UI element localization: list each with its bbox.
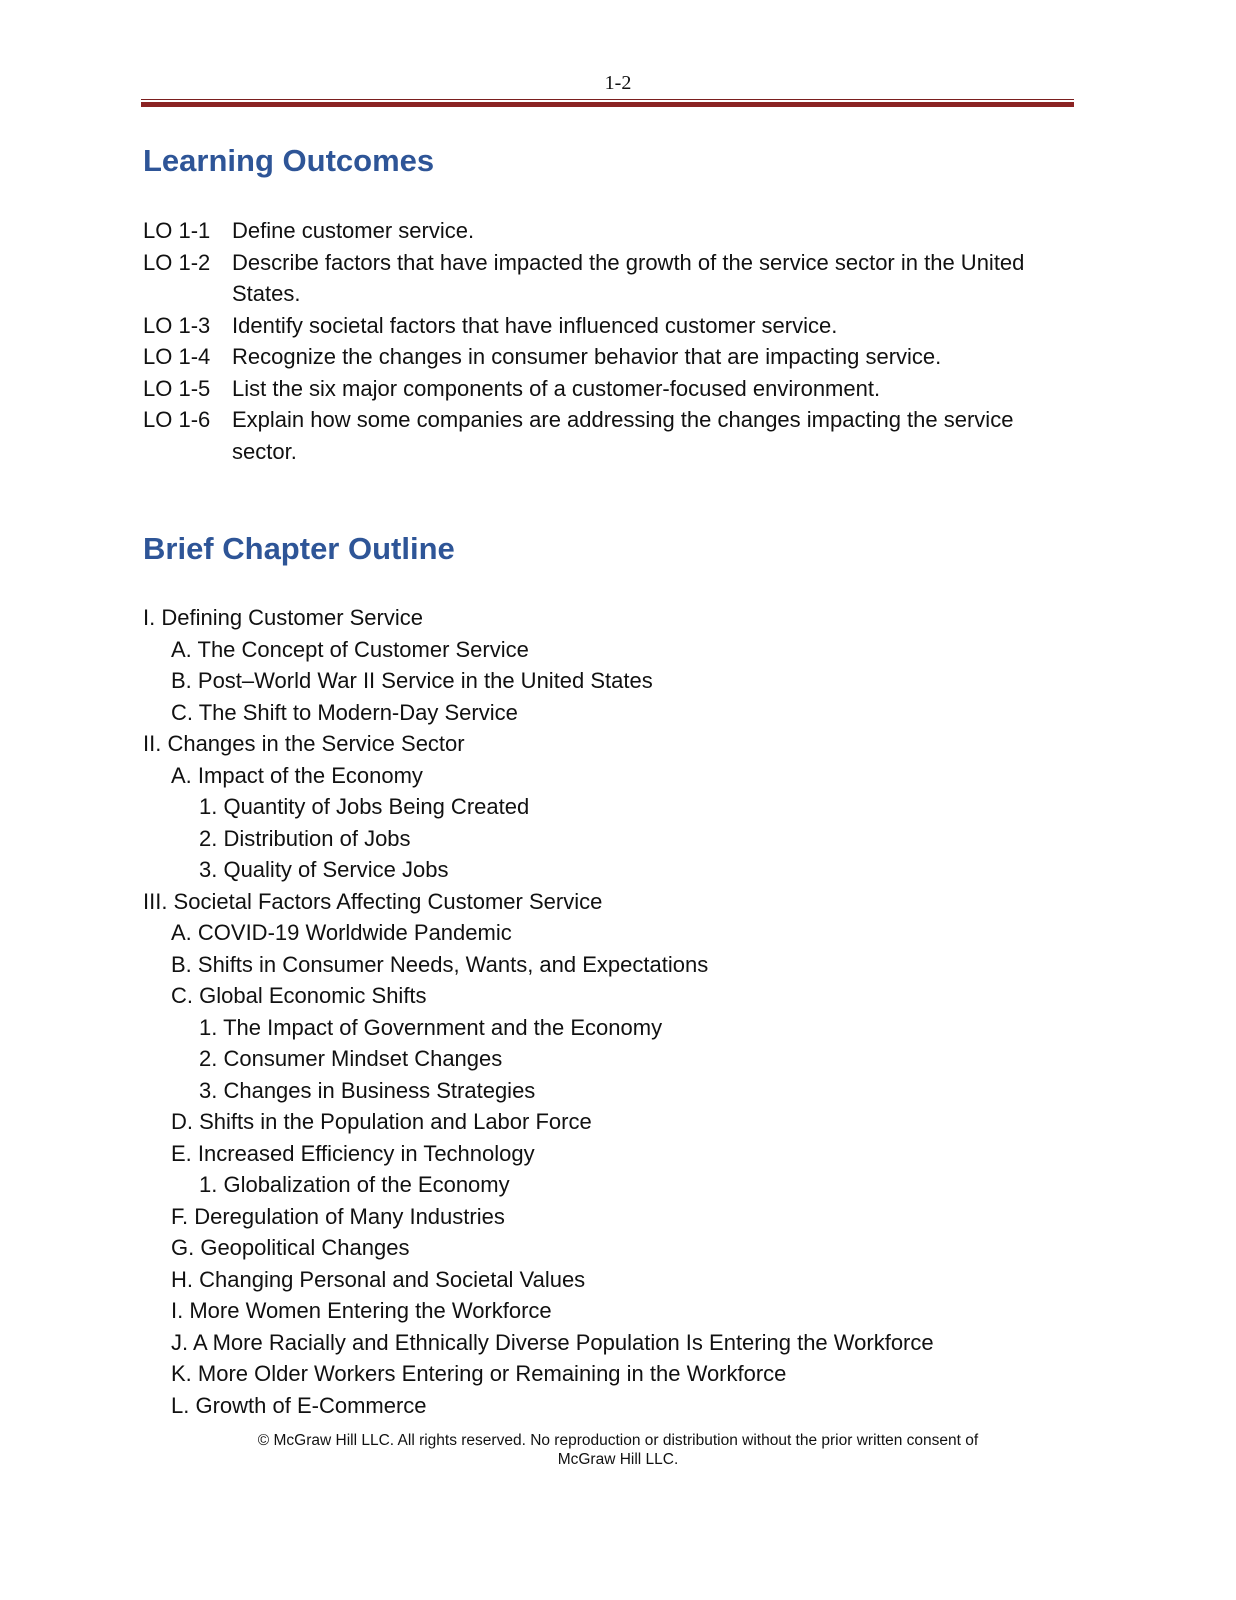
outline-item: B. Post–World War II Service in the United States — [171, 668, 653, 693]
outline-item: 1. Globalization of the Economy — [199, 1172, 510, 1197]
outline-item: III. Societal Factors Affecting Customer Service — [143, 888, 603, 914]
outline-item: 1. The Impact of Government and the Economy — [199, 1014, 663, 1040]
learning-outcomes-list — [143, 215, 1043, 467]
learning-outcome-text: Describe factors that have impacted the growth of the service sector in the United States. — [232, 249, 1025, 306]
outline-item: 3. Changes in Business Strategies — [199, 1077, 536, 1103]
outline-item: C. The Shift to Modern-Day Service — [171, 699, 518, 725]
learning-outcome-code: LO 1-4 — [143, 344, 211, 369]
outline-item: 2. Distribution of Jobs — [199, 825, 411, 851]
outline-item: A. Impact of the Economy — [171, 762, 423, 788]
learning-outcome-item — [143, 310, 1043, 342]
learning-outcome-item — [143, 247, 1043, 310]
outline-item: D. Shifts in the Population and Labor Force — [171, 1109, 592, 1134]
copyright-line-2: McGraw Hill LLC. — [557, 1451, 679, 1468]
outline-item: C. Global Economic Shifts — [171, 983, 427, 1008]
page-number: 1-2 — [604, 72, 632, 94]
copyright-footer — [0, 1431, 1236, 1469]
outline-item: A. COVID-19 Worldwide Pandemic — [171, 920, 512, 945]
learning-outcome-code: LO 1-6 — [143, 407, 211, 432]
learning-outcome-code: LO 1-5 — [143, 375, 211, 401]
outline-item: 1. Quantity of Jobs Being Created — [199, 794, 530, 819]
copyright-line-1: © McGraw Hill LLC. All rights reserved. No reproduction or distribution without the prior written consent of — [257, 1432, 979, 1449]
learning-outcome-code: LO 1-2 — [143, 249, 211, 275]
outline-item: II. Changes in the Service Sector — [143, 731, 465, 756]
outline-item: G. Geopolitical Changes — [171, 1235, 410, 1260]
learning-outcome-item — [143, 373, 1043, 405]
learning-outcome-item — [143, 215, 1043, 247]
outline-item: K. More Older Workers Entering or Remaining in the Workforce — [171, 1361, 787, 1386]
outline-item: L. Growth of E-Commerce — [171, 1392, 427, 1418]
outline-item: J. A More Racially and Ethnically Diverse Population Is Entering the Workforce — [171, 1329, 934, 1355]
learning-outcome-text: List the six major components of a customer-focused environment. — [232, 375, 881, 401]
learning-outcome-text: Define customer service. — [232, 218, 475, 243]
outline-item: I. More Women Entering the Workforce — [171, 1298, 552, 1323]
learning-outcome-item — [143, 341, 1043, 373]
learning-outcome-code: LO 1-1 — [143, 218, 211, 243]
learning-outcomes-heading: Learning Outcomes — [143, 143, 435, 178]
learning-outcome-text: Recognize the changes in consumer behavior that are impacting service. — [232, 344, 942, 369]
header-rule-thin — [141, 99, 1074, 100]
learning-outcome-text: Identify societal factors that have influenced customer service. — [232, 312, 838, 338]
outline-item: H. Changing Personal and Societal Values — [171, 1266, 586, 1292]
learning-outcome-text: Explain how some companies are addressing the changes impacting the service sector. — [232, 407, 1014, 464]
outline-item: 2. Consumer Mindset Changes — [199, 1046, 503, 1071]
chapter-outline-list — [143, 602, 1083, 1421]
learning-outcome-item — [143, 404, 1043, 467]
outline-item: 3. Quality of Service Jobs — [199, 857, 449, 882]
chapter-outline-heading: Brief Chapter Outline — [143, 531, 455, 566]
outline-item: B. Shifts in Consumer Needs, Wants, and Expectations — [171, 951, 709, 977]
header-rule-thick — [141, 102, 1074, 107]
outline-item: A. The Concept of Customer Service — [171, 636, 529, 662]
learning-outcome-code: LO 1-3 — [143, 312, 211, 338]
outline-item: F. Deregulation of Many Industries — [171, 1203, 505, 1229]
outline-item: I. Defining Customer Service — [143, 605, 423, 630]
outline-item: E. Increased Efficiency in Technology — [171, 1140, 535, 1166]
